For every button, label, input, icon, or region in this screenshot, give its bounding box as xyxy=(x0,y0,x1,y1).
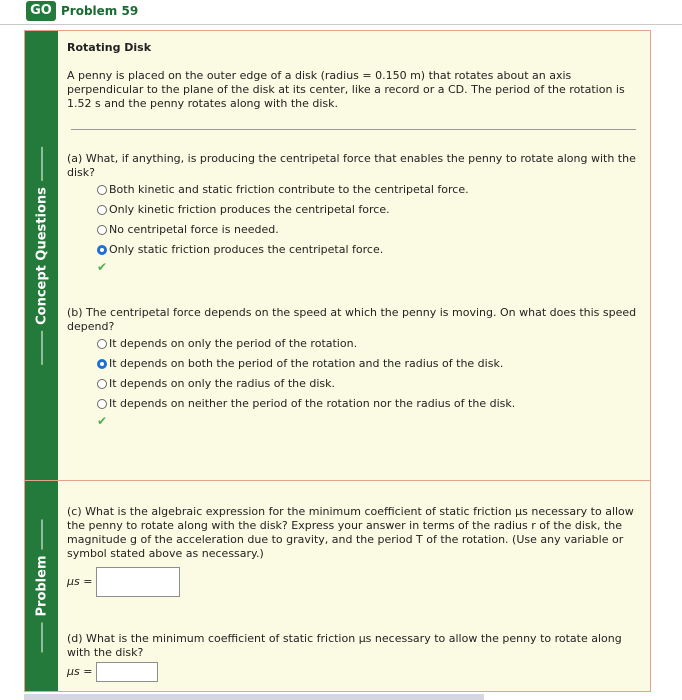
answer-c-row xyxy=(67,567,180,597)
option-a-1[interactable]: Only kinetic friction produces the centripetal force. xyxy=(97,200,469,220)
option-b-1[interactable]: It depends on both the period of the rotation and the radius of the disk. xyxy=(97,354,515,374)
horizontal-scrollbar[interactable] xyxy=(24,694,484,700)
radio-button[interactable] xyxy=(97,379,107,389)
problem-title: Problem 59 xyxy=(61,4,139,18)
option-a-3[interactable]: Only static friction produces the centripetal force. xyxy=(97,240,469,260)
problem-heading: Rotating Disk xyxy=(67,41,152,54)
correct-check-icon: ✔ xyxy=(97,414,108,428)
answer-d-input[interactable] xyxy=(96,662,158,682)
mu-s-label: μs = xyxy=(67,665,93,678)
option-b-3[interactable]: It depends on neither the period of the rotation nor the radius of the disk. xyxy=(97,394,515,414)
question-c-text: (c) What is the algebraic expression for the minimum coefficient of static friction μs necessary to allow the penny to rotate along with the disk? Express your answer in terms of the radius r of the disk, the magnitude g of the acceleration due to gravity, and the period T of the rotation. (Use any variable or symbol stated above as necessary.) xyxy=(67,505,634,560)
radio-button-selected[interactable] xyxy=(97,245,107,255)
answer-c-input[interactable] xyxy=(96,567,180,597)
question-a-options xyxy=(97,180,469,260)
problem-sidebar xyxy=(25,481,58,691)
radio-button-selected[interactable] xyxy=(97,359,107,369)
question-b-options xyxy=(97,334,515,414)
concept-questions-panel xyxy=(24,30,651,481)
mu-s-label: μs = xyxy=(67,575,93,588)
radio-button[interactable] xyxy=(97,225,107,235)
problem-label: Problem xyxy=(34,555,49,617)
question-a-text: (a) What, if anything, is producing the centripetal force that enables the penny to rotate along with the disk? xyxy=(67,152,636,179)
problem-panel xyxy=(24,481,651,692)
divider xyxy=(71,129,636,130)
answer-d-row xyxy=(67,662,158,682)
question-d-text: (d) What is the minimum coefficient of static friction μs necessary to allow the penny to rotate along with the disk? xyxy=(67,632,622,659)
option-b-0[interactable]: It depends on only the period of the rotation. xyxy=(97,334,515,354)
radio-button[interactable] xyxy=(97,185,107,195)
option-b-2[interactable]: It depends on only the radius of the disk. xyxy=(97,374,515,394)
go-badge: GO xyxy=(26,1,56,21)
concept-questions-sidebar xyxy=(25,31,58,480)
option-a-2[interactable]: No centripetal force is needed. xyxy=(97,220,469,240)
concept-questions-label: Concept Questions xyxy=(34,186,49,325)
question-b-text: (b) The centripetal force depends on the speed at which the penny is moving. On what does this speed depend? xyxy=(67,306,637,333)
top-bar xyxy=(0,0,682,25)
intro-text: A penny is placed on the outer edge of a disk (radius = 0.150 m) that rotates about an axis perpendicular to the plane of the disk at its center, like a record or a CD. The period of the rotation is 1.52 s and the penny rotates along with the disk. xyxy=(67,69,625,110)
radio-button[interactable] xyxy=(97,399,107,409)
radio-button[interactable] xyxy=(97,339,107,349)
option-a-0[interactable]: Both kinetic and static friction contribute to the centripetal force. xyxy=(97,180,469,200)
radio-button[interactable] xyxy=(97,205,107,215)
correct-check-icon: ✔ xyxy=(97,260,108,274)
